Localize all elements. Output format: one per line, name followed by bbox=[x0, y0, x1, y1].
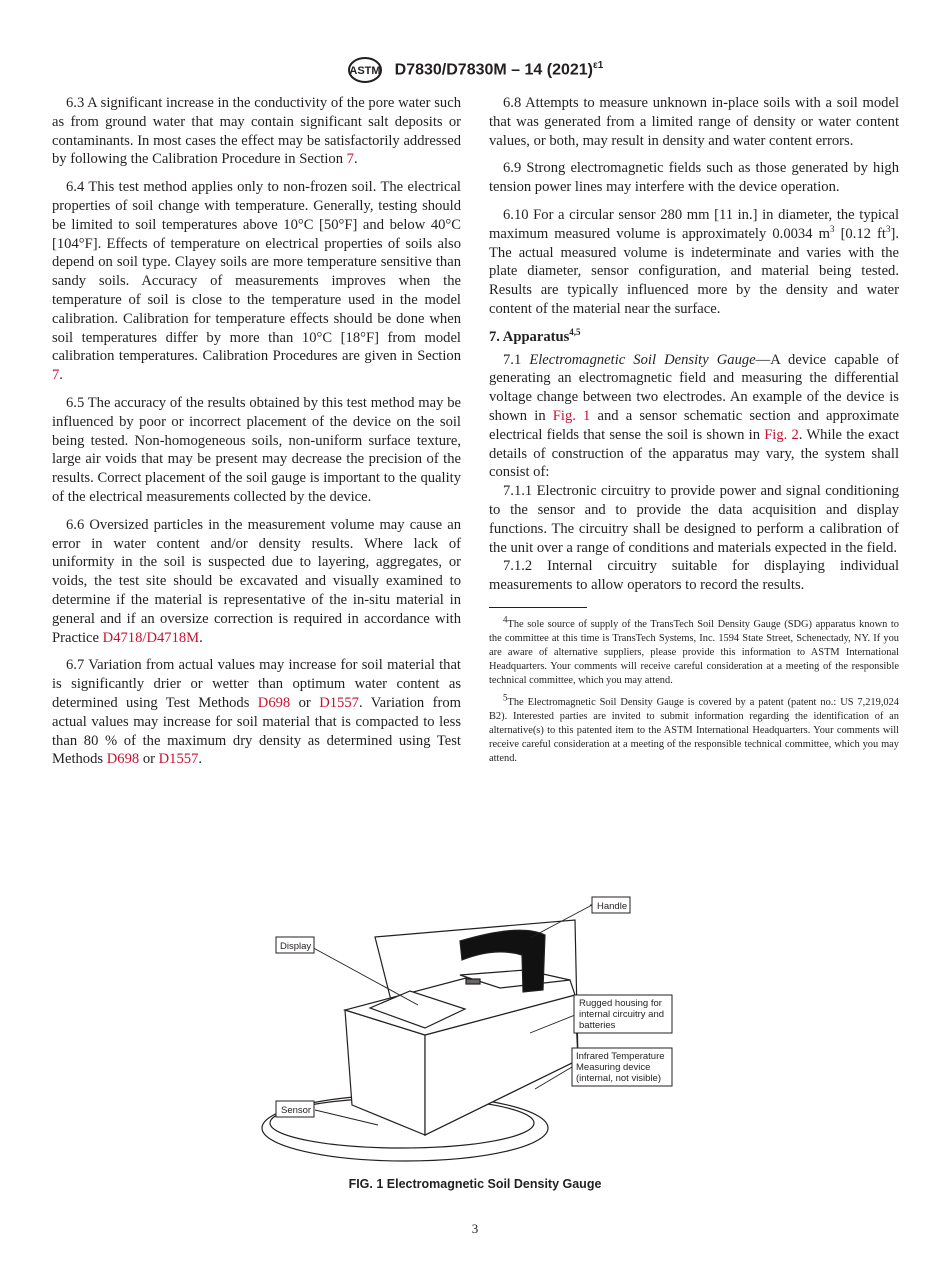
d698-link[interactable]: D698 bbox=[106, 751, 140, 768]
paragraph-6-5: 6.5 The accuracy of the results obtained by this test method may be influenced by poor or incorrect placement of the device on the soil being tested. Non-homogeneous soils, non-uniform surface texture, large air voids that may be present may decrease the precision of the results. Correct placement of the soil gauge is important to the quality of the electrical measurements collected by the device. bbox=[52, 394, 461, 505]
left-column bbox=[52, 94, 461, 778]
fig-2-link[interactable]: Fig. 2 bbox=[764, 426, 799, 443]
d698-link[interactable]: D698 bbox=[257, 694, 291, 711]
section-7-link[interactable]: 7 bbox=[346, 151, 354, 168]
paragraph-6-8: 6.8 Attempts to measure unknown in-place soils with a soil model that was generated from a limited range of density or water content values, or both, may result in density and water content errors. bbox=[489, 95, 899, 149]
footnote-5: $^5$The Electromagnetic Soil Density Gauge is covered by a patent (patent no.: US 7,219,024 B2). Interested parties are invited to submit information regarding the identification of an alternative(s) to this patented item to the ASTM International Headquarters. Your comments will receive careful consideration at a meeting of the responsible technical committee, which you may attend. bbox=[489, 692, 899, 765]
d1557-link[interactable]: D1557 bbox=[319, 694, 359, 711]
section-7-heading: 7. Apparatus$^{4,5}$ bbox=[489, 326, 581, 345]
page-number: 3 bbox=[471, 1221, 479, 1236]
infrared-label-line-1: Infrared Temperature bbox=[576, 1051, 665, 1062]
soil-density-gauge-figure bbox=[260, 885, 700, 1170]
astm-logo-icon bbox=[347, 56, 383, 84]
paragraph-6-9: 6.9 Strong electromagnetic fields such as those generated by high tension power lines may interfere with the device operation. bbox=[489, 160, 899, 196]
paragraph-7-1-2: 7.1.2 Internal circuitry suitable for displaying individual measurements to allow operators to record the results. bbox=[489, 558, 899, 594]
svg-text:ASTM: ASTM bbox=[349, 65, 381, 77]
footnote-divider bbox=[489, 607, 587, 608]
keypad-icon bbox=[466, 979, 480, 984]
housing-label-line-3: batteries bbox=[579, 1020, 616, 1031]
infrared-label-line-2: Measuring device bbox=[576, 1062, 651, 1073]
display-label: Display bbox=[280, 941, 312, 952]
standard-designation: D7830/D7830M – 14 $(2021)^{\varepsilon 1}$ bbox=[394, 60, 604, 79]
d1557-link[interactable]: D1557 bbox=[158, 751, 199, 768]
fig-1-link[interactable]: Fig. 1 bbox=[552, 407, 591, 424]
section-7-link[interactable]: 7 bbox=[52, 367, 60, 384]
paragraph-6-4: 6.4 This test method applies only to non-frozen soil. The electrical properties of soil change with temperature. Generally, testing should be limited to soil temperatures above 10°C [50°F] and below 40°C [104°F]. Effects of temperature on electrical properties of soils also depend on soil type. Clayey soils are more temperature sensitive than sandy soils. Accuracy of measurements improves when the temperature of soil is close to the temperature used in the model calibration. Calibration for temperature effects should be done when soil temperatures differ by more than 10°C [18°F] from model calibration temperatures. Calibration Procedures are given in Section 7. bbox=[52, 179, 461, 384]
paragraph-6-3: 6.3 A significant increase in the conductivity of the pore water such as from ground water that may contain significant salt deposits or contaminants. In most cases the effect may be satisfactorily addressed by following the Calibration Procedure in Section 7. bbox=[52, 95, 461, 168]
footnote-4: $^4$The sole source of supply of the TransTech Soil Density Gauge (SDG) apparatus known to the committee at this time is TransTech Systems, Inc. 1594 State Street, Schenectady, NY. If you are aware of alternative suppliers, please provide this information to ASTM International Headquarters. Your comments will receive careful consideration at a meeting of the responsible technical committee, which you may attend. bbox=[489, 614, 899, 686]
housing-label-line-1: Rugged housing for bbox=[579, 998, 662, 1009]
right-column bbox=[489, 94, 899, 775]
paragraph-6-7: 6.7 Variation from actual values may increase for soil material that is significantly drier or wetter than optimum water content as determined using Test Methods D698 or D1557. Variation from actual values may increase for soil material that is compacted to less than 80 % of the maximum dry density as determined using Test Methods D698 or D1557. bbox=[52, 657, 461, 768]
paragraph-7-1: 7.1 Electromagnetic Soil Density Gauge—A device capable of generating an electromagnetic field and measuring the differential voltage change between two electrodes. An example of the device is shown in Fig. 1 and a sensor schematic section and approximate electrical fields that sense the soil is shown in Fig. 2. While the exact details of construction of the apparatus may vary, the system shall consist of: bbox=[489, 351, 900, 481]
paragraph-7-1-1: 7.1.1 Electronic circuitry to provide power and signal conditioning to the sensor and to provide the data acquisition and display functions. The circuitry shall be designed to perform a calibration of the unit over a range of conditions and materials expected in the field. bbox=[489, 483, 899, 556]
infrared-label-line-3: (internal, not visible) bbox=[576, 1073, 662, 1084]
figure-caption: FIG. 1 Electromagnetic Soil Density Gauge bbox=[348, 1177, 602, 1191]
paragraph-6-6: 6.6 Oversized particles in the measurement volume may cause an error in water content and/or density results. Where lack of uniformity in the soil is suspected due to layering, aggregates, or voids, the test site should be excavated and visually examined to determine if the material is representative of the in-situ material in general and if an oversize correction is required in accordance with Practice D4718/D4718M. bbox=[52, 516, 461, 646]
page-header bbox=[0, 56, 950, 84]
paragraph-6-10: 6.10 For a circular sensor 280 mm [11 in.] in diameter, the typical maximum measured volume is approximately 0.0034 $m^3$ [0.12 $ft^3$]. The actual measured volume is indeterminate and varies with the plate diameter, sensor configuration, and material being tested. Results are typically influenced more by the density and water content of the material near the surface. bbox=[489, 206, 899, 317]
sensor-label: Sensor bbox=[281, 1105, 312, 1116]
handle-label: Handle bbox=[597, 901, 628, 912]
housing-label-line-2: internal circuitry and bbox=[579, 1009, 665, 1020]
d4718-link[interactable]: D4718/D4718M bbox=[102, 629, 200, 646]
